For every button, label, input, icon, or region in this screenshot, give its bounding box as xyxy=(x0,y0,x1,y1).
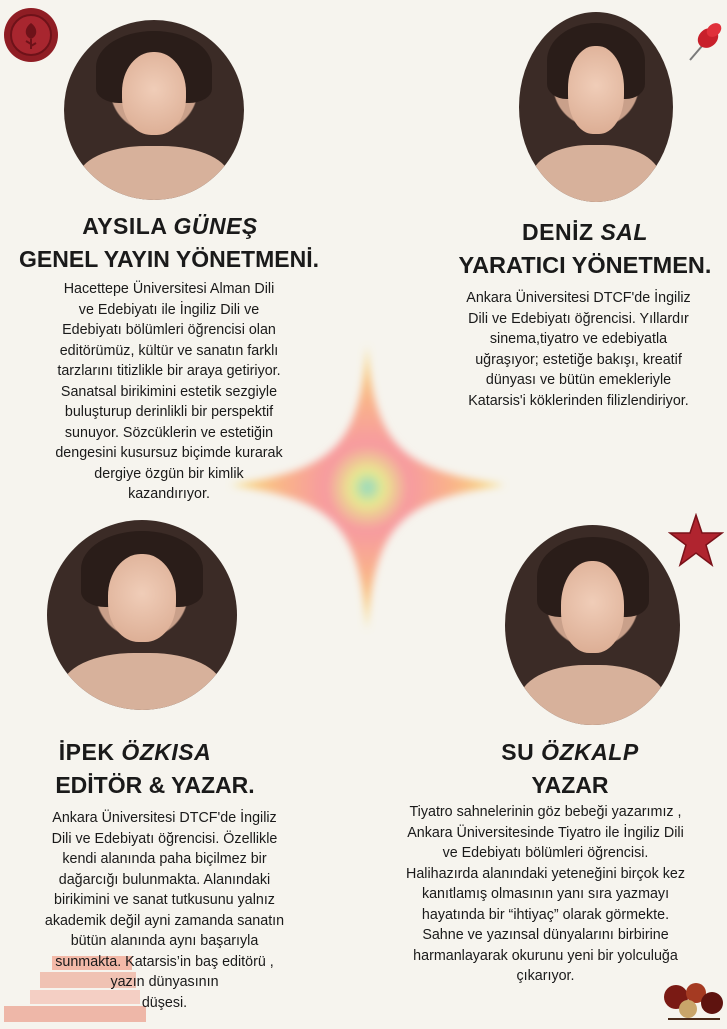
push-pin-icon xyxy=(680,18,726,68)
profile-photo xyxy=(505,525,680,725)
member-name: DENİZ SAL xyxy=(522,219,648,245)
member-name: İPEK ÖZKISA xyxy=(58,739,212,765)
member-name: AYSILA GÜNEŞ xyxy=(82,213,258,239)
member-bio: Ankara Üniversitesi DTCF'de İngiliz Dili ve Edebiyatı öğrencisi. Yıllardır sinema,tiyatro ve edebiyatla uğraşıyor; estetiğe bakışı, kreatif dünyası ve bütün emekleriyle Katarsis'i köklerinden filizlendiriyor. xyxy=(466,290,691,409)
member-bio: Ankara Üniversitesi DTCF'de İngiliz Dili ve Edebiyatı öğrencisi. Özellikle kendi alanında paha biçilmez bir dağarcığı bulunmakta. Alanındaki birikimini ve sanat tutkusunu yalnız akademik değil ayni zamanda sanatın bütün alanında aynı başarıyla sunmakta. Katarsis’in baş editörü , yazın dünyasının düşesi. xyxy=(44,810,285,1011)
wax-seal-rose-icon xyxy=(2,6,60,64)
member-role: GENEL YAYIN YÖNETMENİ. xyxy=(19,246,319,272)
member-bio: Tiyatro sahnelerinin göz bebeği yazarımız , Ankara Üniversitesinde Tiyatro ile İngiliz Dili ve Edebiyatı bölümleri öğrencisi. Halihazırda alanındaki yeteneğini birçok kez kanıtlamış olmasının yanı sıra yazmayı hayatında bir “ihtiyaç” olarak görmekte. Sahne ve yazınsal dünyalarını birbirine harmanlayarak okurunu yeni bir yolculuğa çıkarıyor. xyxy=(406,804,685,984)
profile-photo xyxy=(519,12,673,202)
member-role: YARATICI YÖNETMEN. xyxy=(458,252,712,278)
profile-photo xyxy=(64,20,244,200)
member-role: YAZAR xyxy=(531,772,609,798)
member-name: SU ÖZKALP xyxy=(501,739,639,765)
member-bio: Hacettepe Üniversitesi Alman Dili ve Edebiyatı ile İngiliz Dili ve Edebiyatı bölümleri öğrencisi olan editörümüz, kültür ve sanatın farklı tarzlarını titizlikle bir araya getiriyor. Sanatsal birikimini estetik sezgiyle buluşturup derinlikli bir perspektif sunuyor. Sözcüklerin ve estetiğin dengesini kusursuz biçimde kurarak dergiye özgün bir kimlik kazandırıyor. xyxy=(55,281,283,502)
profile-photo xyxy=(47,520,237,710)
glitter-star-icon xyxy=(668,513,724,567)
member-role: EDİTÖR & YAZAR. xyxy=(55,772,255,798)
